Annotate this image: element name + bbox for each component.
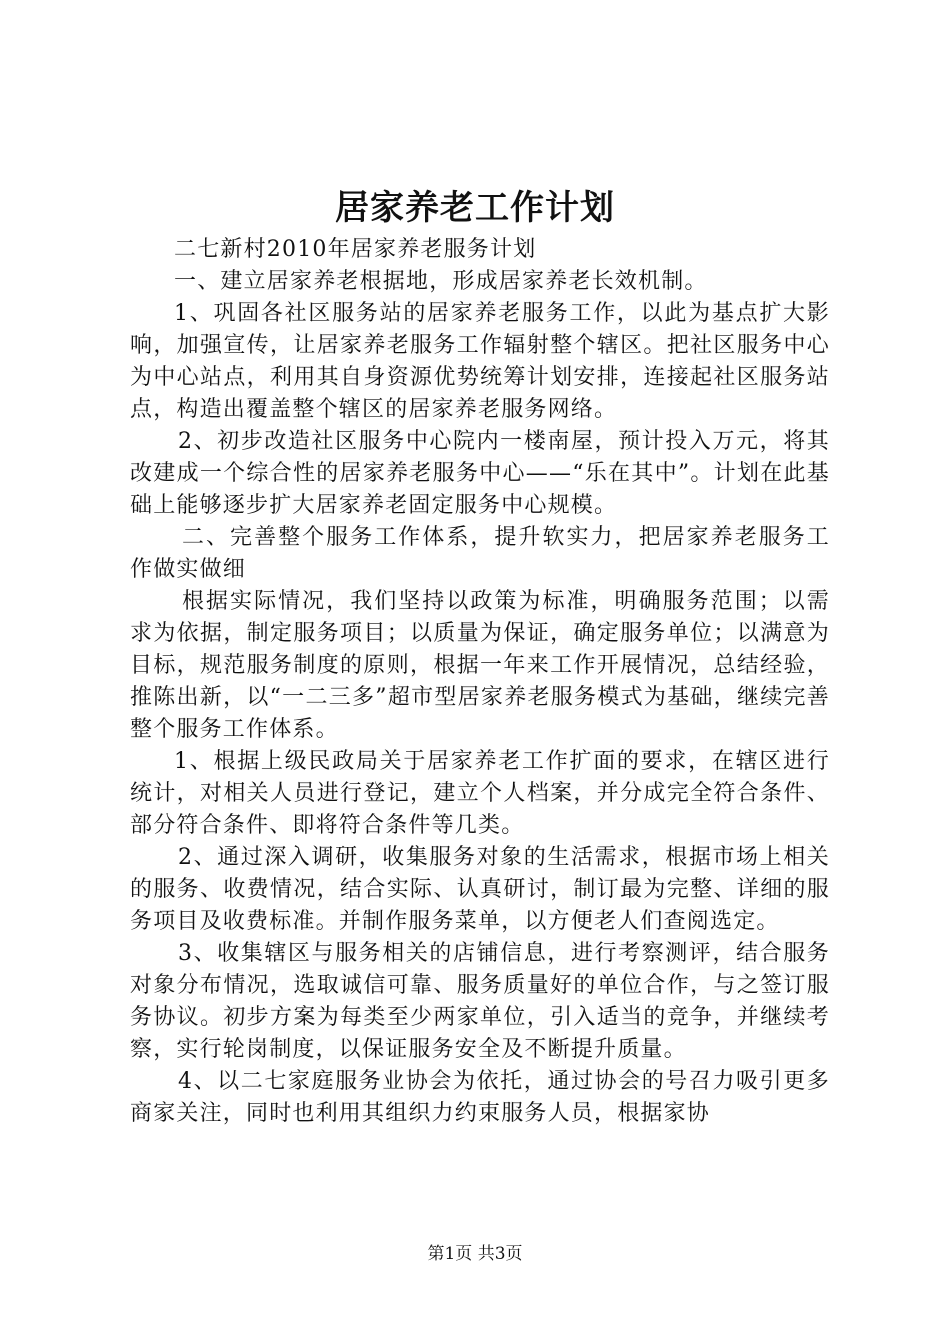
paragraph-section-two-item-1: 1、根据上级民政局关于居家养老工作扩面的要求，在辖区进行统计，对相关人员进行登记，建立个人档案，并分成完全符合条件、部分符合条件、即将符合条件等几类。 [130, 749, 830, 838]
paragraph-item-2: 2、初步改造社区服务中心院内一楼南屋，预计投入万元，将其改建成一个综合性的居家养老服务中心——“乐在其中”。计划在此基础上能够逐步扩大居家养老固定服务中心规模。 [130, 429, 830, 518]
paragraph-section-two-item-2: 2、通过深入调研，收集服务对象的生活需求，根据市场上相关的服务、收费情况，结合实际、认真研讨，制订最为完整、详细的服务项目及收费标准。并制作服务菜单，以方便老人们查阅选定。 [130, 845, 830, 934]
paragraph-section-two-intro: 根据实际情况，我们坚持以政策为标准，明确服务范围；以需求为依据，制定服务项目；以质量为保证，确定服务单位；以满意为目标，规范服务制度的原则，根据一年来工作开展情况，总结经验，推陈出新，以“一二三多”超市型居家养老服务模式为基础，继续完善整个服务工作体系。 [130, 589, 830, 742]
paragraph-item-1: 1、巩固各社区服务站的居家养老服务工作，以此为基点扩大影响，加强宣传，让居家养老服务工作辐射整个辖区。把社区服务中心为中心站点，利用其自身资源优势统筹计划安排，连接起社区服务站点，构造出覆盖整个辖区的居家养老服务网络。 [130, 301, 830, 422]
paragraph-section-two-heading: 二、完善整个服务工作体系，提升软实力，把居家养老服务工作做实做细 [130, 525, 830, 582]
paragraph-subtitle: 二七新村2010年居家养老服务计划 [174, 237, 537, 262]
document-title: 居家养老工作计划 [335, 188, 615, 228]
paragraph-section-two-item-4: 4、以二七家庭服务业协会为依托，通过协会的号召力吸引更多商家关注，同时也利用其组织力约束服务人员，根据家协 [130, 1069, 830, 1126]
paragraph-section-two-item-3: 3、收集辖区与服务相关的店铺信息，进行考察测评，结合服务对象分布情况，选取诚信可靠、服务质量好的单位合作，与之签订服务协议。初步方案为每类至少两家单位，引入适当的竞争，并继续考察，实行轮岗制度，以保证服务安全及不断提升质量。 [130, 941, 830, 1062]
document-body [130, 234, 830, 1130]
paragraph-section-one-heading: 一、建立居家养老根据地，形成居家养老长效机制。 [174, 269, 708, 294]
page-footer: 第1页 共3页 [427, 1244, 523, 1264]
